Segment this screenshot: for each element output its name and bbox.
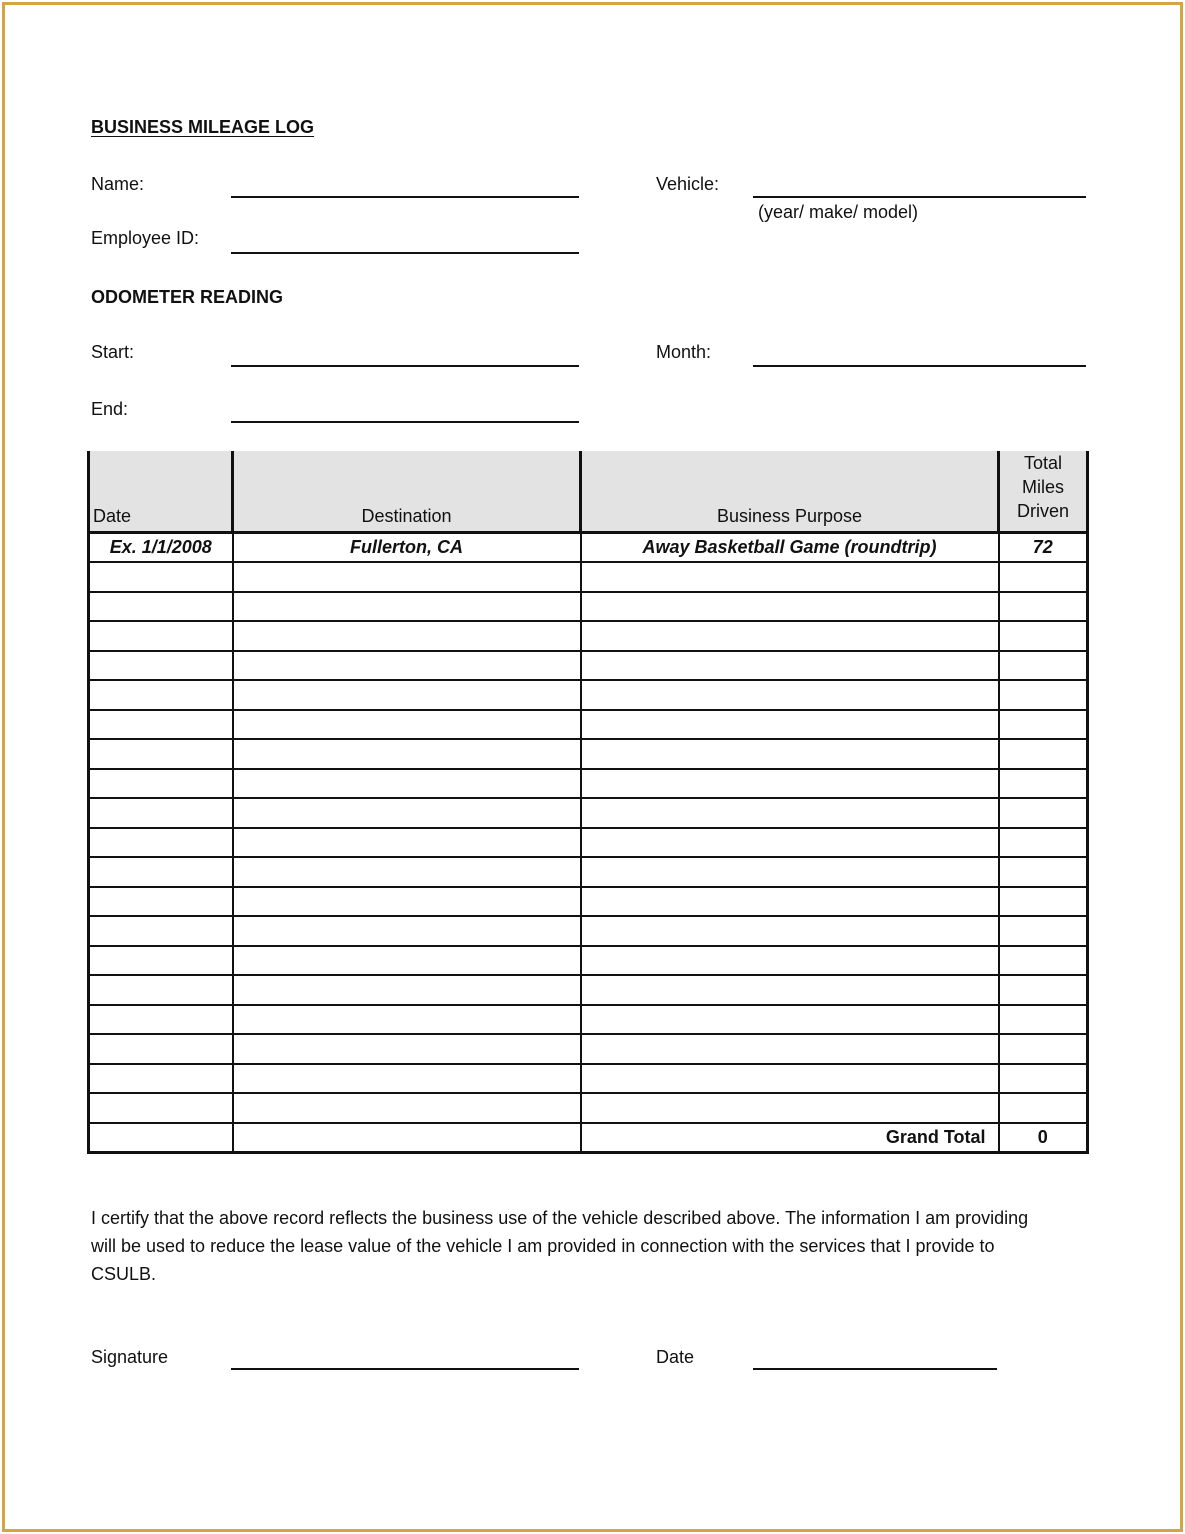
entry-destination-cell[interactable] xyxy=(233,739,581,769)
table-row xyxy=(89,592,1088,622)
header-business-purpose: Business Purpose xyxy=(581,451,999,533)
entry-miles-cell[interactable] xyxy=(999,739,1088,769)
grand-total-row xyxy=(89,1123,1088,1153)
entry-miles-cell[interactable] xyxy=(999,592,1088,622)
entry-date-cell[interactable] xyxy=(89,916,233,946)
entry-purpose-cell[interactable] xyxy=(581,916,999,946)
entry-destination-cell[interactable] xyxy=(233,1064,581,1094)
entry-date-cell[interactable] xyxy=(89,1093,233,1123)
entry-miles-cell[interactable] xyxy=(999,562,1088,592)
entry-date-cell[interactable] xyxy=(89,680,233,710)
entry-date-cell[interactable] xyxy=(89,798,233,828)
signature-field[interactable] xyxy=(231,1368,579,1370)
table-row xyxy=(89,710,1088,740)
entry-destination-cell[interactable] xyxy=(233,621,581,651)
entry-purpose-cell[interactable] xyxy=(581,592,999,622)
form-title: BUSINESS MILEAGE LOG xyxy=(91,117,315,137)
odometer-heading: ODOMETER READING xyxy=(91,287,284,307)
example-purpose: Away Basketball Game (roundtrip) xyxy=(581,533,999,563)
entry-miles-cell[interactable] xyxy=(999,1093,1088,1123)
entry-destination-cell[interactable] xyxy=(233,651,581,681)
entry-miles-cell[interactable] xyxy=(999,710,1088,740)
entry-purpose-cell[interactable] xyxy=(581,769,999,799)
entry-miles-cell[interactable] xyxy=(999,1005,1088,1035)
entry-destination-cell[interactable] xyxy=(233,710,581,740)
signature-date-field[interactable] xyxy=(753,1368,997,1370)
entry-destination-cell[interactable] xyxy=(233,1093,581,1123)
example-row xyxy=(89,533,1088,563)
entry-date-cell[interactable] xyxy=(89,1005,233,1035)
table-row xyxy=(89,1093,1088,1123)
entry-destination-cell[interactable] xyxy=(233,916,581,946)
entry-date-cell[interactable] xyxy=(89,710,233,740)
entry-date-cell[interactable] xyxy=(89,562,233,592)
entry-destination-cell[interactable] xyxy=(233,887,581,917)
month-label: Month: xyxy=(656,342,712,362)
table-row xyxy=(89,651,1088,681)
entry-miles-cell[interactable] xyxy=(999,651,1088,681)
grand-total-value: 0 xyxy=(999,1123,1088,1153)
entry-date-cell[interactable] xyxy=(89,621,233,651)
table-row xyxy=(89,621,1088,651)
entry-purpose-cell[interactable] xyxy=(581,680,999,710)
entry-purpose-cell[interactable] xyxy=(581,710,999,740)
entry-date-cell[interactable] xyxy=(89,1034,233,1064)
entry-miles-cell[interactable] xyxy=(999,975,1088,1005)
entry-destination-cell[interactable] xyxy=(233,769,581,799)
entry-purpose-cell[interactable] xyxy=(581,621,999,651)
header-destination: Destination xyxy=(233,451,581,533)
entry-destination-cell[interactable] xyxy=(233,946,581,976)
entry-destination-cell[interactable] xyxy=(233,1034,581,1064)
employee-id-label: Employee ID: xyxy=(91,228,200,248)
entry-purpose-cell[interactable] xyxy=(581,887,999,917)
table-row xyxy=(89,946,1088,976)
header-miles-line-1: Total xyxy=(1023,453,1063,473)
start-field[interactable] xyxy=(231,365,579,367)
example-miles: 72 xyxy=(999,533,1088,563)
table-row xyxy=(89,680,1088,710)
table-row xyxy=(89,739,1088,769)
entry-miles-cell[interactable] xyxy=(999,946,1088,976)
entry-purpose-cell[interactable] xyxy=(581,1005,999,1035)
name-label: Name: xyxy=(91,174,145,194)
entry-destination-cell[interactable] xyxy=(233,1005,581,1035)
grand-total-label: Grand Total xyxy=(581,1123,999,1153)
header-miles-line-3: Driven xyxy=(1016,501,1069,521)
entry-purpose-cell[interactable] xyxy=(581,975,999,1005)
table-row xyxy=(89,1005,1088,1035)
entry-miles-cell[interactable] xyxy=(999,621,1088,651)
entry-date-cell[interactable] xyxy=(89,739,233,769)
entry-purpose-cell[interactable] xyxy=(581,1064,999,1094)
entry-miles-cell[interactable] xyxy=(999,828,1088,858)
end-label: End: xyxy=(91,399,129,419)
table-row xyxy=(89,828,1088,858)
table-row xyxy=(89,975,1088,1005)
table-row xyxy=(89,1034,1088,1064)
entry-destination-cell[interactable] xyxy=(233,975,581,1005)
entry-date-cell[interactable] xyxy=(89,1064,233,1094)
entry-miles-cell[interactable] xyxy=(999,769,1088,799)
entry-purpose-cell[interactable] xyxy=(581,739,999,769)
end-field[interactable] xyxy=(231,421,579,423)
entry-purpose-cell[interactable] xyxy=(581,946,999,976)
entry-purpose-cell[interactable] xyxy=(581,857,999,887)
entry-destination-cell[interactable] xyxy=(233,592,581,622)
table-row xyxy=(89,769,1088,799)
signature-label: Signature xyxy=(91,1347,169,1367)
table-row xyxy=(89,798,1088,828)
table-row xyxy=(89,887,1088,917)
entry-purpose-cell[interactable] xyxy=(581,562,999,592)
entry-miles-cell[interactable] xyxy=(999,680,1088,710)
vehicle-hint: (year/ make/ model) xyxy=(758,202,919,222)
entry-date-cell[interactable] xyxy=(89,975,233,1005)
entry-miles-cell[interactable] xyxy=(999,887,1088,917)
vehicle-field[interactable] xyxy=(753,196,1086,198)
entry-date-cell[interactable] xyxy=(89,769,233,799)
grand-total-empty-cell[interactable] xyxy=(233,1123,581,1153)
entry-destination-cell[interactable] xyxy=(233,680,581,710)
entry-purpose-cell[interactable] xyxy=(581,828,999,858)
header-total-miles-driven xyxy=(999,451,1088,533)
example-destination: Fullerton, CA xyxy=(233,533,581,563)
entry-destination-cell[interactable] xyxy=(233,857,581,887)
grand-total-empty-cell[interactable] xyxy=(89,1123,233,1153)
table-row xyxy=(89,1064,1088,1094)
mileage-table xyxy=(87,451,1089,1154)
vehicle-label: Vehicle: xyxy=(656,174,720,194)
entry-purpose-cell[interactable] xyxy=(581,651,999,681)
entry-date-cell[interactable] xyxy=(89,887,233,917)
entry-date-cell[interactable] xyxy=(89,592,233,622)
entry-miles-cell[interactable] xyxy=(999,916,1088,946)
entry-destination-cell[interactable] xyxy=(233,798,581,828)
header-miles-line-2: Miles xyxy=(1021,477,1064,497)
name-field[interactable] xyxy=(231,196,579,198)
entry-destination-cell[interactable] xyxy=(233,562,581,592)
entry-date-cell[interactable] xyxy=(89,946,233,976)
certification-text: I certify that the above record reflects the business use of the vehicle described above. The information I am providing will be used to reduce the lease value of the vehicle I am provided in connection with the services that I provide to CSULB. xyxy=(91,1208,1029,1284)
table-header-row xyxy=(89,451,1088,533)
entry-purpose-cell[interactable] xyxy=(581,798,999,828)
start-label: Start: xyxy=(91,342,135,362)
entry-purpose-cell[interactable] xyxy=(581,1034,999,1064)
entry-date-cell[interactable] xyxy=(89,828,233,858)
table-row xyxy=(89,916,1088,946)
table-row xyxy=(89,562,1088,592)
entry-date-cell[interactable] xyxy=(89,651,233,681)
entry-miles-cell[interactable] xyxy=(999,857,1088,887)
entry-miles-cell[interactable] xyxy=(999,1064,1088,1094)
entry-destination-cell[interactable] xyxy=(233,828,581,858)
entry-miles-cell[interactable] xyxy=(999,798,1088,828)
month-field[interactable] xyxy=(753,365,1086,367)
signature-date-label: Date xyxy=(656,1347,695,1367)
entry-date-cell[interactable] xyxy=(89,857,233,887)
employee-id-field[interactable] xyxy=(231,252,579,254)
table-row xyxy=(89,857,1088,887)
entry-purpose-cell[interactable] xyxy=(581,1093,999,1123)
entry-miles-cell[interactable] xyxy=(999,1034,1088,1064)
example-date: Ex. 1/1/2008 xyxy=(89,533,233,563)
header-date: Date xyxy=(89,451,233,533)
